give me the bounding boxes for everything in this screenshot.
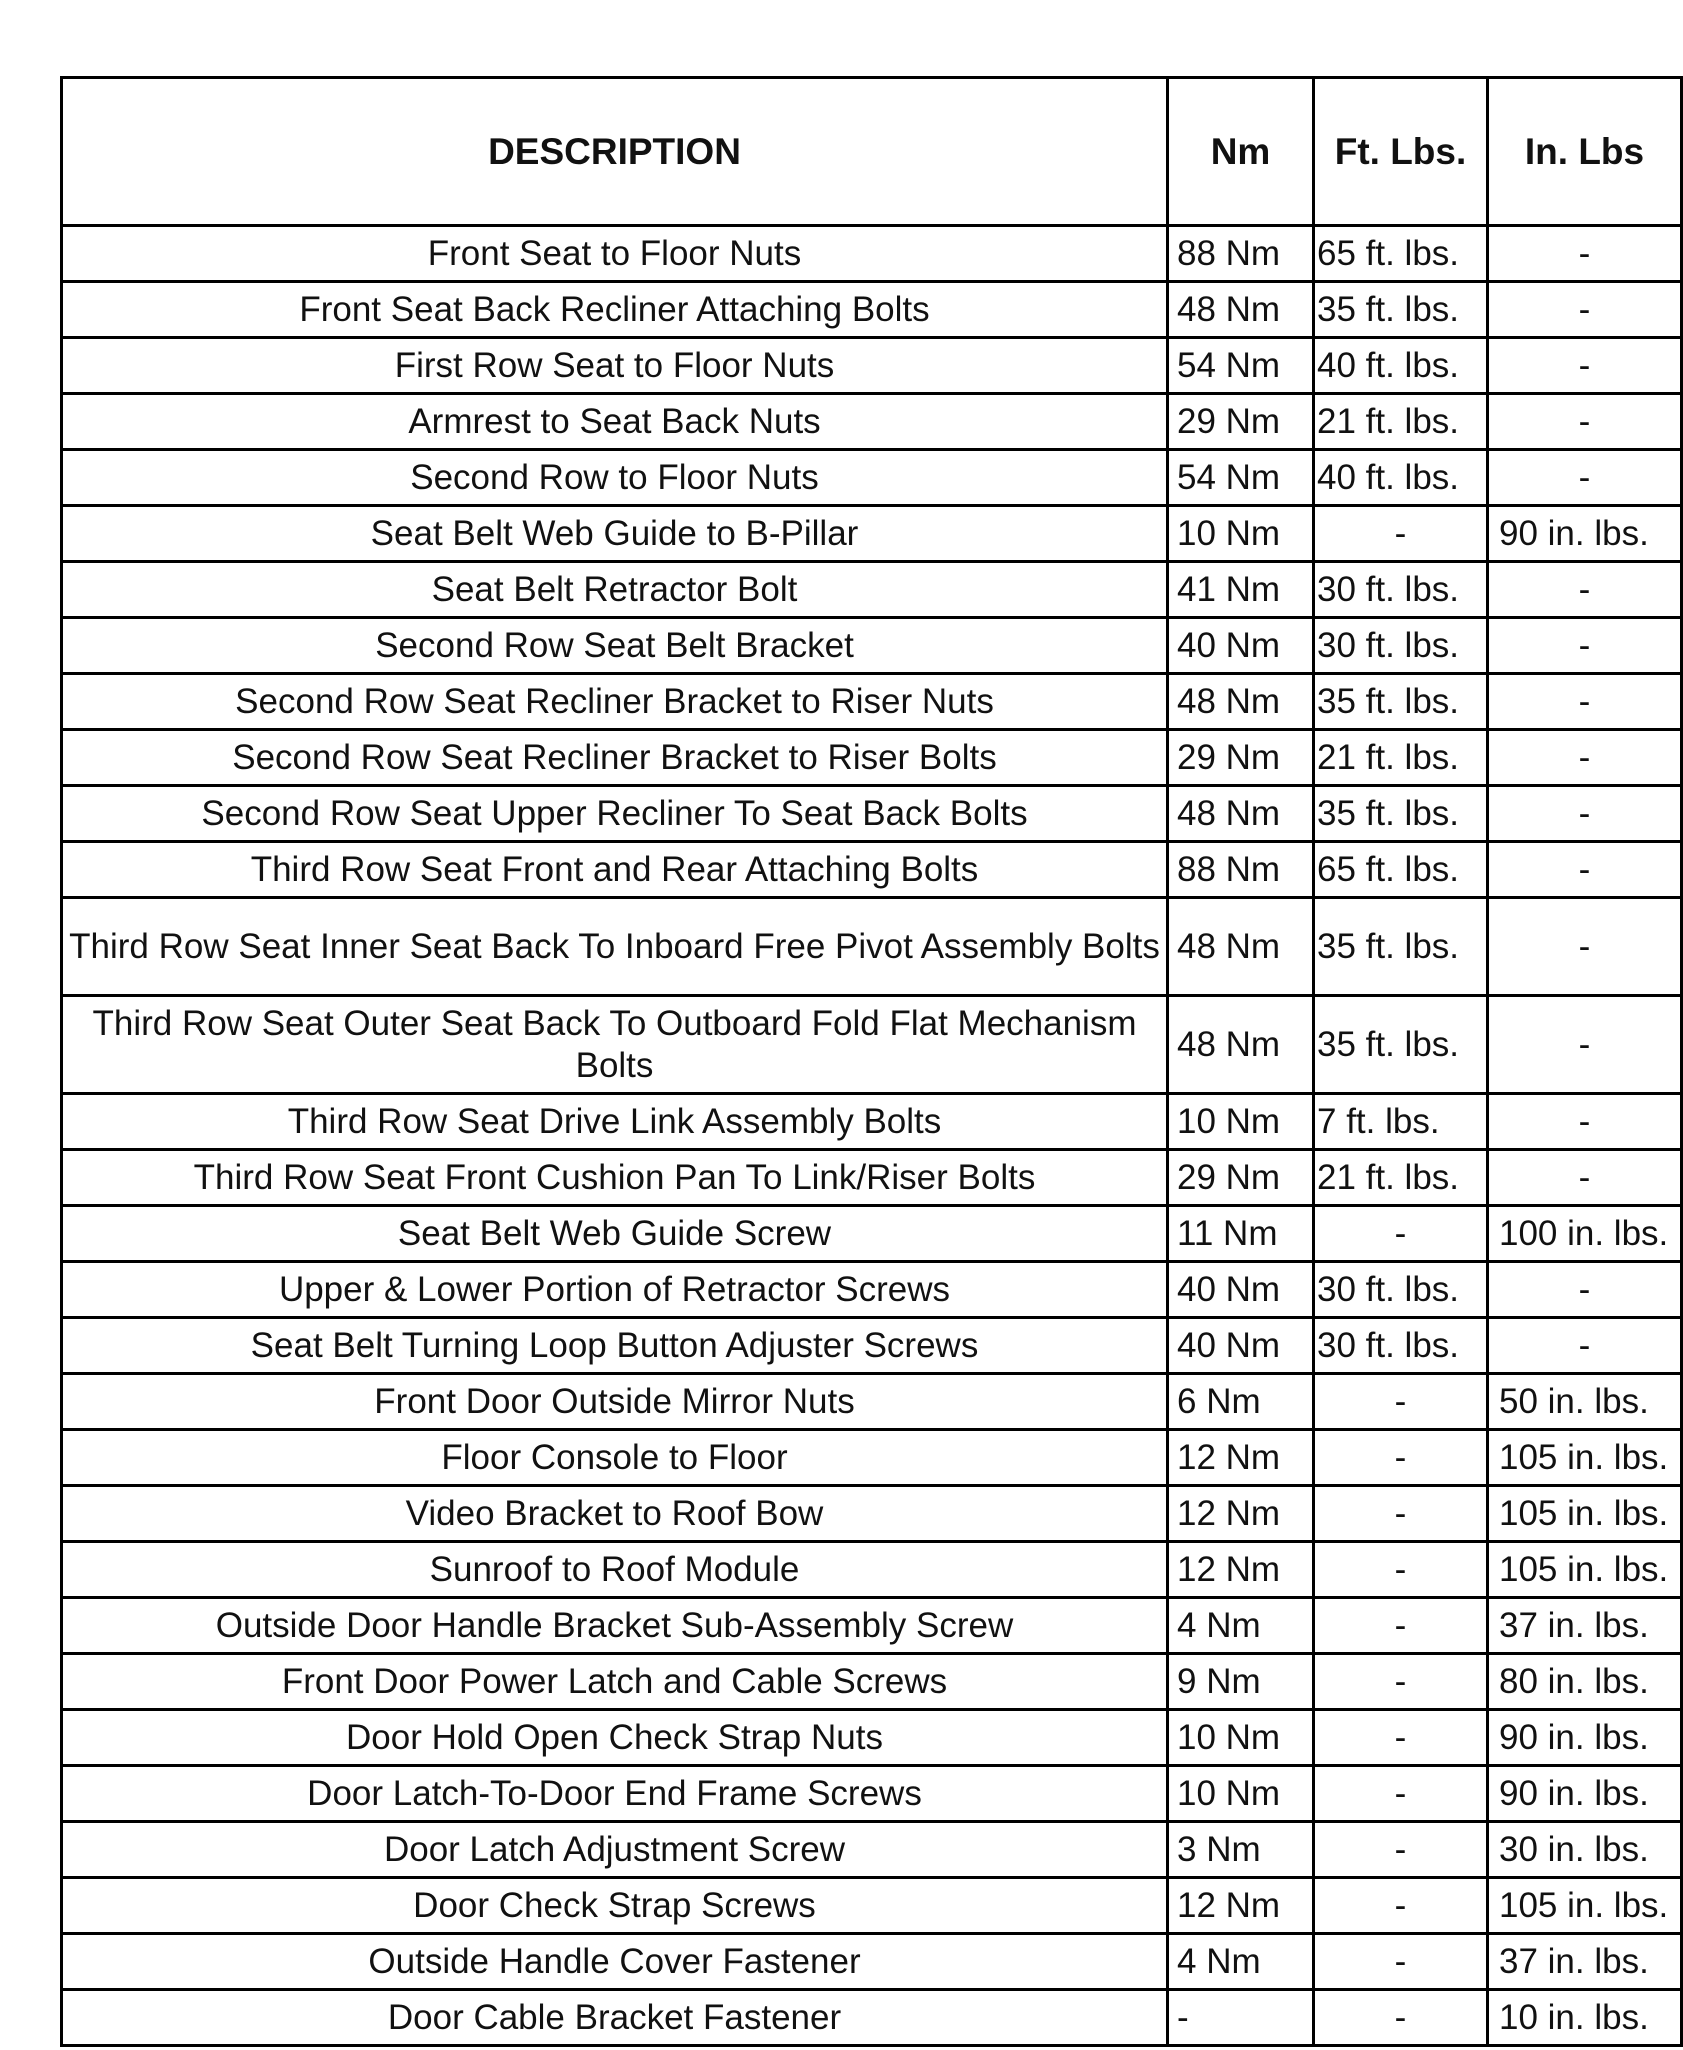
row-ft-lbs-value: 65 ft. lbs. (1314, 226, 1488, 282)
row-description: Front Door Outside Mirror Nuts (62, 1374, 1168, 1430)
row-ft-lbs-value: - (1314, 1430, 1488, 1486)
row-in-lbs-value: - (1488, 786, 1682, 842)
row-in-lbs-value: - (1488, 618, 1682, 674)
row-description: Sunroof to Roof Module (62, 1542, 1168, 1598)
row-nm-value: 41 Nm (1168, 562, 1314, 618)
row-in-lbs-value: 100 in. lbs. (1488, 1206, 1682, 1262)
row-in-lbs-value: - (1488, 338, 1682, 394)
row-nm-value: 3 Nm (1168, 1822, 1314, 1878)
row-description: Seat Belt Web Guide to B-Pillar (62, 506, 1168, 562)
row-in-lbs-value: - (1488, 450, 1682, 506)
row-description: Door Hold Open Check Strap Nuts (62, 1710, 1168, 1766)
row-ft-lbs-value: 21 ft. lbs. (1314, 394, 1488, 450)
table-row (62, 1542, 1682, 1598)
row-in-lbs-value: - (1488, 1262, 1682, 1318)
row-in-lbs-value: 105 in. lbs. (1488, 1486, 1682, 1542)
header-in-lbs: In. Lbs (1488, 78, 1682, 226)
row-description: Third Row Seat Front and Rear Attaching Bolts (62, 842, 1168, 898)
table-row (62, 674, 1682, 730)
table-row (62, 562, 1682, 618)
row-description: Third Row Seat Inner Seat Back To Inboard Free Pivot Assembly Bolts (62, 898, 1168, 996)
table-row (62, 1654, 1682, 1710)
row-in-lbs-value: - (1488, 1094, 1682, 1150)
row-nm-value: 40 Nm (1168, 618, 1314, 674)
row-ft-lbs-value: 30 ft. lbs. (1314, 1262, 1488, 1318)
table-row (62, 338, 1682, 394)
table-row (62, 282, 1682, 338)
row-description: Third Row Seat Front Cushion Pan To Link/Riser Bolts (62, 1150, 1168, 1206)
row-nm-value: 10 Nm (1168, 1766, 1314, 1822)
table-row (62, 898, 1682, 996)
row-ft-lbs-value: 21 ft. lbs. (1314, 730, 1488, 786)
row-description: Front Door Power Latch and Cable Screws (62, 1654, 1168, 1710)
row-nm-value: 10 Nm (1168, 506, 1314, 562)
row-nm-value: 29 Nm (1168, 394, 1314, 450)
table-row (62, 996, 1682, 1094)
row-in-lbs-value: - (1488, 842, 1682, 898)
table-row (62, 1150, 1682, 1206)
table-row (62, 1430, 1682, 1486)
row-nm-value: 40 Nm (1168, 1262, 1314, 1318)
row-in-lbs-value: 90 in. lbs. (1488, 1710, 1682, 1766)
row-description: Third Row Seat Outer Seat Back To Outboard Fold Flat Mechanism Bolts (62, 996, 1168, 1094)
row-nm-value: 12 Nm (1168, 1542, 1314, 1598)
row-description: Seat Belt Retractor Bolt (62, 562, 1168, 618)
row-description: First Row Seat to Floor Nuts (62, 338, 1168, 394)
row-ft-lbs-value: 65 ft. lbs. (1314, 842, 1488, 898)
row-in-lbs-value: 105 in. lbs. (1488, 1878, 1682, 1934)
row-nm-value: 12 Nm (1168, 1878, 1314, 1934)
table-row (62, 1374, 1682, 1430)
row-nm-value: 6 Nm (1168, 1374, 1314, 1430)
row-ft-lbs-value: 40 ft. lbs. (1314, 338, 1488, 394)
row-ft-lbs-value: - (1314, 1654, 1488, 1710)
table-row (62, 1878, 1682, 1934)
table-row (62, 450, 1682, 506)
table-row (62, 1598, 1682, 1654)
table-row (62, 786, 1682, 842)
row-nm-value: 54 Nm (1168, 338, 1314, 394)
row-ft-lbs-value: - (1314, 1542, 1488, 1598)
row-nm-value: 12 Nm (1168, 1430, 1314, 1486)
row-description: Seat Belt Web Guide Screw (62, 1206, 1168, 1262)
row-in-lbs-value: 80 in. lbs. (1488, 1654, 1682, 1710)
table-row (62, 842, 1682, 898)
row-description: Door Latch-To-Door End Frame Screws (62, 1766, 1168, 1822)
row-description: Third Row Seat Drive Link Assembly Bolts (62, 1094, 1168, 1150)
row-description: Seat Belt Turning Loop Button Adjuster Screws (62, 1318, 1168, 1374)
row-in-lbs-value: 37 in. lbs. (1488, 1934, 1682, 1990)
row-in-lbs-value: 90 in. lbs. (1488, 1766, 1682, 1822)
table-row (62, 394, 1682, 450)
row-description: Door Cable Bracket Fastener (62, 1990, 1168, 2046)
row-ft-lbs-value: 7 ft. lbs. (1314, 1094, 1488, 1150)
row-nm-value: - (1168, 1990, 1314, 2046)
row-ft-lbs-value: 35 ft. lbs. (1314, 282, 1488, 338)
row-nm-value: 11 Nm (1168, 1206, 1314, 1262)
row-ft-lbs-value: - (1314, 1374, 1488, 1430)
row-nm-value: 4 Nm (1168, 1598, 1314, 1654)
row-nm-value: 48 Nm (1168, 996, 1314, 1094)
row-description: Second Row Seat Recliner Bracket to Riser Bolts (62, 730, 1168, 786)
row-ft-lbs-value: - (1314, 1710, 1488, 1766)
row-ft-lbs-value: 35 ft. lbs. (1314, 786, 1488, 842)
row-in-lbs-value: 37 in. lbs. (1488, 1598, 1682, 1654)
row-nm-value: 10 Nm (1168, 1710, 1314, 1766)
row-nm-value: 10 Nm (1168, 1094, 1314, 1150)
table-row (62, 1934, 1682, 1990)
row-nm-value: 40 Nm (1168, 1318, 1314, 1374)
row-in-lbs-value: - (1488, 1318, 1682, 1374)
row-description: Outside Handle Cover Fastener (62, 1934, 1168, 1990)
row-nm-value: 9 Nm (1168, 1654, 1314, 1710)
table-row (62, 1822, 1682, 1878)
table-row (62, 1262, 1682, 1318)
row-ft-lbs-value: 35 ft. lbs. (1314, 674, 1488, 730)
table-row (62, 1206, 1682, 1262)
row-in-lbs-value: - (1488, 562, 1682, 618)
row-ft-lbs-value: - (1314, 1486, 1488, 1542)
row-in-lbs-value: - (1488, 898, 1682, 996)
table-row (62, 1710, 1682, 1766)
row-ft-lbs-value: - (1314, 1878, 1488, 1934)
row-description: Door Check Strap Screws (62, 1878, 1168, 1934)
table-row (62, 1766, 1682, 1822)
row-in-lbs-value: - (1488, 282, 1682, 338)
row-ft-lbs-value: - (1314, 506, 1488, 562)
row-in-lbs-value: 90 in. lbs. (1488, 506, 1682, 562)
row-in-lbs-value: - (1488, 996, 1682, 1094)
row-ft-lbs-value: 30 ft. lbs. (1314, 1318, 1488, 1374)
row-in-lbs-value: - (1488, 674, 1682, 730)
row-nm-value: 29 Nm (1168, 730, 1314, 786)
row-description: Armrest to Seat Back Nuts (62, 394, 1168, 450)
row-ft-lbs-value: - (1314, 1206, 1488, 1262)
row-description: Second Row to Floor Nuts (62, 450, 1168, 506)
table-row (62, 618, 1682, 674)
table-row (62, 730, 1682, 786)
row-ft-lbs-value: 40 ft. lbs. (1314, 450, 1488, 506)
row-ft-lbs-value: 21 ft. lbs. (1314, 1150, 1488, 1206)
row-ft-lbs-value: - (1314, 1822, 1488, 1878)
row-ft-lbs-value: 35 ft. lbs. (1314, 898, 1488, 996)
row-in-lbs-value: - (1488, 730, 1682, 786)
row-ft-lbs-value: - (1314, 1766, 1488, 1822)
row-description: Video Bracket to Roof Bow (62, 1486, 1168, 1542)
header-description: DESCRIPTION (62, 78, 1168, 226)
row-description: Second Row Seat Recliner Bracket to Riser Nuts (62, 674, 1168, 730)
row-nm-value: 29 Nm (1168, 1150, 1314, 1206)
header-ft-lbs: Ft. Lbs. (1314, 78, 1488, 226)
row-nm-value: 12 Nm (1168, 1486, 1314, 1542)
torque-spec-table (60, 76, 1683, 2047)
row-description: Front Seat Back Recliner Attaching Bolts (62, 282, 1168, 338)
row-nm-value: 88 Nm (1168, 842, 1314, 898)
row-in-lbs-value: 105 in. lbs. (1488, 1430, 1682, 1486)
row-in-lbs-value: 50 in. lbs. (1488, 1374, 1682, 1430)
table-row (62, 1486, 1682, 1542)
row-nm-value: 88 Nm (1168, 226, 1314, 282)
header-row (62, 78, 1682, 226)
row-in-lbs-value: 105 in. lbs. (1488, 1542, 1682, 1598)
row-nm-value: 48 Nm (1168, 674, 1314, 730)
row-description: Outside Door Handle Bracket Sub-Assembly Screw (62, 1598, 1168, 1654)
row-in-lbs-value: - (1488, 226, 1682, 282)
row-nm-value: 48 Nm (1168, 282, 1314, 338)
row-ft-lbs-value: 30 ft. lbs. (1314, 562, 1488, 618)
header-nm: Nm (1168, 78, 1314, 226)
row-in-lbs-value: 30 in. lbs. (1488, 1822, 1682, 1878)
table-row (62, 1318, 1682, 1374)
row-nm-value: 48 Nm (1168, 898, 1314, 996)
row-in-lbs-value: - (1488, 394, 1682, 450)
row-ft-lbs-value: - (1314, 1934, 1488, 1990)
table-row (62, 506, 1682, 562)
row-description: Floor Console to Floor (62, 1430, 1168, 1486)
row-description: Second Row Seat Belt Bracket (62, 618, 1168, 674)
row-ft-lbs-value: - (1314, 1990, 1488, 2046)
row-description: Second Row Seat Upper Recliner To Seat Back Bolts (62, 786, 1168, 842)
row-description: Door Latch Adjustment Screw (62, 1822, 1168, 1878)
row-in-lbs-value: - (1488, 1150, 1682, 1206)
row-ft-lbs-value: - (1314, 1598, 1488, 1654)
table-body (62, 226, 1682, 2046)
row-nm-value: 4 Nm (1168, 1934, 1314, 1990)
row-ft-lbs-value: 30 ft. lbs. (1314, 618, 1488, 674)
table-row (62, 1094, 1682, 1150)
row-nm-value: 48 Nm (1168, 786, 1314, 842)
row-description: Front Seat to Floor Nuts (62, 226, 1168, 282)
row-description: Upper & Lower Portion of Retractor Screws (62, 1262, 1168, 1318)
row-in-lbs-value: 10 in. lbs. (1488, 1990, 1682, 2046)
row-ft-lbs-value: 35 ft. lbs. (1314, 996, 1488, 1094)
row-nm-value: 54 Nm (1168, 450, 1314, 506)
table-row (62, 226, 1682, 282)
table-row (62, 1990, 1682, 2046)
